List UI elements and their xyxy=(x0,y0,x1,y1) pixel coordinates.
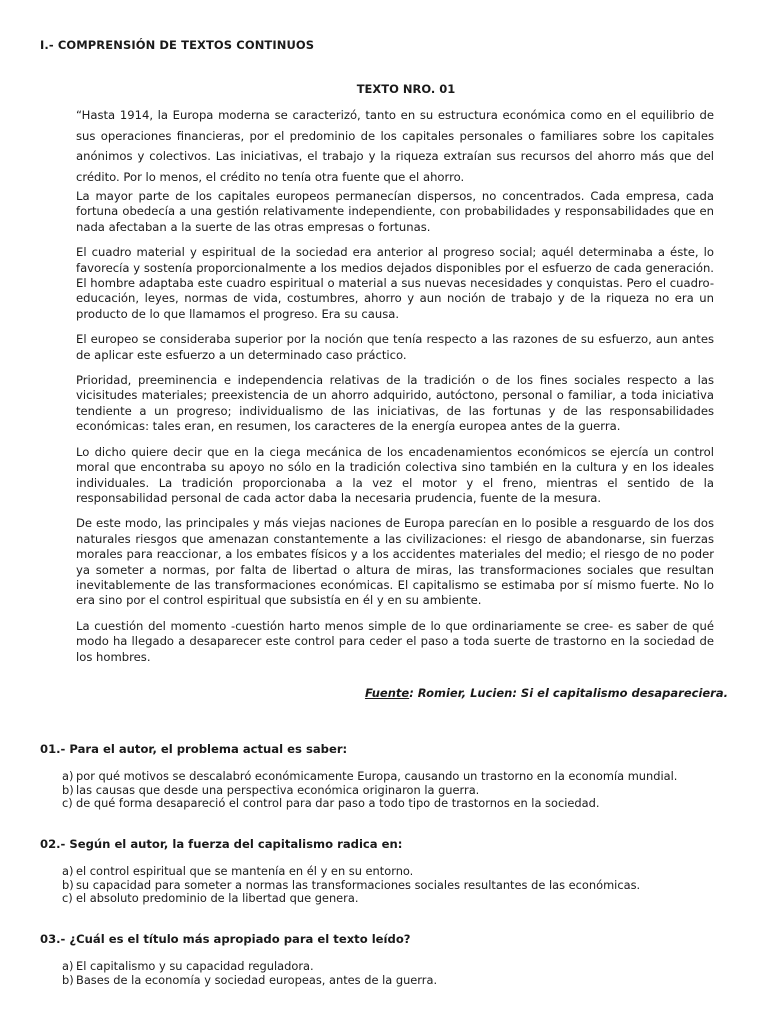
option-text: el control espiritual que se mantenía en él y en su entorno. xyxy=(76,864,414,878)
question-1-prompt: 01.- Para el autor, el problema actual es saber: xyxy=(40,742,348,756)
question-3-options xyxy=(40,960,728,987)
option[interactable] xyxy=(62,974,728,988)
option-text: el absoluto predominio de la libertad que genera. xyxy=(76,891,359,906)
paragraph-5: Prioridad, preeminencia e independencia relativas de la tradición o de los fines sociales respecto a las vicisitudes materiales; preexistencia de un ahorro adquirido, autóctono, personal o familiar, a toda iniciativa tendiente a un progreso; individualismo de las iniciativas, de las fortunas y de las responsabilidades económicas: tales eran, en resumen, los caracteres de la energía europea antes de la guerra. xyxy=(76,373,714,434)
source-label: Fuente xyxy=(364,686,410,700)
option-letter: a) xyxy=(62,959,74,973)
option[interactable] xyxy=(62,770,728,784)
paragraph-4: El europeo se consideraba superior por la noción que tenía respecto a las razones de su esfuerzo, aun antes de aplicar este esfuerzo a un determinado caso práctico. xyxy=(76,332,714,362)
option-text: Bases de la economía y sociedad europeas, antes de la guerra. xyxy=(76,972,438,987)
option-letter: a) xyxy=(62,864,74,878)
option-text: por qué motivos se descalabró económicamente Europa, causando un trastorno en la economía mundial. xyxy=(76,769,678,783)
paragraph-8: La cuestión del momento -cuestión harto menos simple de lo que ordinariamente se cree- es saber de qué modo ha llegado a desaparecer este control para ceder el paso a toda suerte de trastorno en la sociedad de los hombres. xyxy=(76,618,714,664)
option[interactable] xyxy=(62,892,728,906)
option[interactable] xyxy=(62,960,728,974)
question-1-options xyxy=(40,770,728,811)
option-text: las causas que desde una perspectiva económica originaron la guerra. xyxy=(76,782,480,797)
paragraph-3: El cuadro material y espiritual de la sociedad era anterior al progreso social; aquél determinaba a éste, lo favorecía y sostenía proporcionalmente a los medios dejados disponibles por el esfuerzo de cada generación. El hombre adaptaba este cuadro espiritual o material a sus nuevas necesidades y conquistas. Pero el cuadro-educación, leyes, normas de vida, costumbres, ahorro y aun noción de trabajo y de la riqueza no era un producto de lo que llamamos el progreso. Era su causa. xyxy=(76,245,714,321)
option-text: su capacidad para someter a normas las transformaciones sociales resultantes de las económicas. xyxy=(76,877,641,892)
option[interactable] xyxy=(62,865,728,879)
text-title: TEXTO NRO. 01 xyxy=(356,82,456,96)
paragraph-1: “Hasta 1914, la Europa moderna se caracterizó, tanto en su estructura económica como en el equilibrio de sus operaciones financieras, por el predominio de los capitales personales o familiares sobre los capitales anónimos y colectivos. Las iniciativas, el trabajo y la riqueza extraían sus recursos del ahorro más que del crédito. Por lo menos, el crédito no tenía otra fuente que el ahorro. xyxy=(76,108,714,184)
question-3 xyxy=(40,932,728,987)
option-letter: b) xyxy=(62,782,74,797)
question-2 xyxy=(40,837,728,906)
question-1 xyxy=(40,742,728,811)
reading-text xyxy=(76,105,714,675)
option-text: de qué forma desapareció el control para dar paso a todo tipo de trastornos en la sociedad. xyxy=(76,796,600,811)
option[interactable] xyxy=(62,879,728,893)
section-title: I.- COMPRENSIÓN DE TEXTOS CONTINUOS xyxy=(40,38,315,52)
option-letter: c) xyxy=(62,796,73,811)
paragraph-6: Lo dicho quiere decir que en la ciega mecánica de los encadenamientos económicos se ejercía un control moral que encontraba su apoyo no sólo en la tradición colectiva sino también en la cultura y en los ideales individuales. La tradición proporcionaba a la vez el motor y el freno, mientras el sentido de la responsabilidad personal de cada actor daba la necesaria prudencia, fuente de la mesura. xyxy=(76,444,714,505)
question-3-prompt: 03.- ¿Cuál es el título más apropiado para el texto leído? xyxy=(40,932,411,946)
option[interactable] xyxy=(62,784,728,798)
source-text: : Romier, Lucien: Si el capitalismo desapareciera. xyxy=(409,686,728,700)
source-citation xyxy=(365,686,728,700)
option-letter: b) xyxy=(62,972,74,987)
paragraph-2: La mayor parte de los capitales europeos permanecían dispersos, no concentrados. Cada empresa, cada fortuna obedecía a una gestión relativamente independiente, con probabilidades y responsabilidades que en nada afectaban a la suerte de las otras empresas o fortunas. xyxy=(76,189,714,234)
option-letter: c) xyxy=(62,891,73,906)
question-2-options xyxy=(40,865,728,906)
option-letter: a) xyxy=(62,769,74,783)
option[interactable] xyxy=(62,797,728,811)
option-text: El capitalismo y su capacidad reguladora. xyxy=(76,959,314,973)
option-letter: b) xyxy=(62,877,74,892)
paragraph-7: De este modo, las principales y más viejas naciones de Europa parecían en lo posible a resguardo de los dos naturales riesgos que amenazan constantemente a las civilizaciones: el riesgo de abandonarse, sin fuerzas morales para reaccionar, a los embates físicos y a los accidentes materiales del medio; el riesgo de no poder ya someter a normas, por falta de libertad o altura de miras, las transformaciones sociales que resultan inevitablemente de las transformaciones económicas. El capitalismo se estimaba por sí mismo fuerte. No lo era sino por el control espiritual que subsistía en él y en su ambiente. xyxy=(76,516,714,608)
question-2-prompt: 02.- Según el autor, la fuerza del capitalismo radica en: xyxy=(40,837,403,851)
